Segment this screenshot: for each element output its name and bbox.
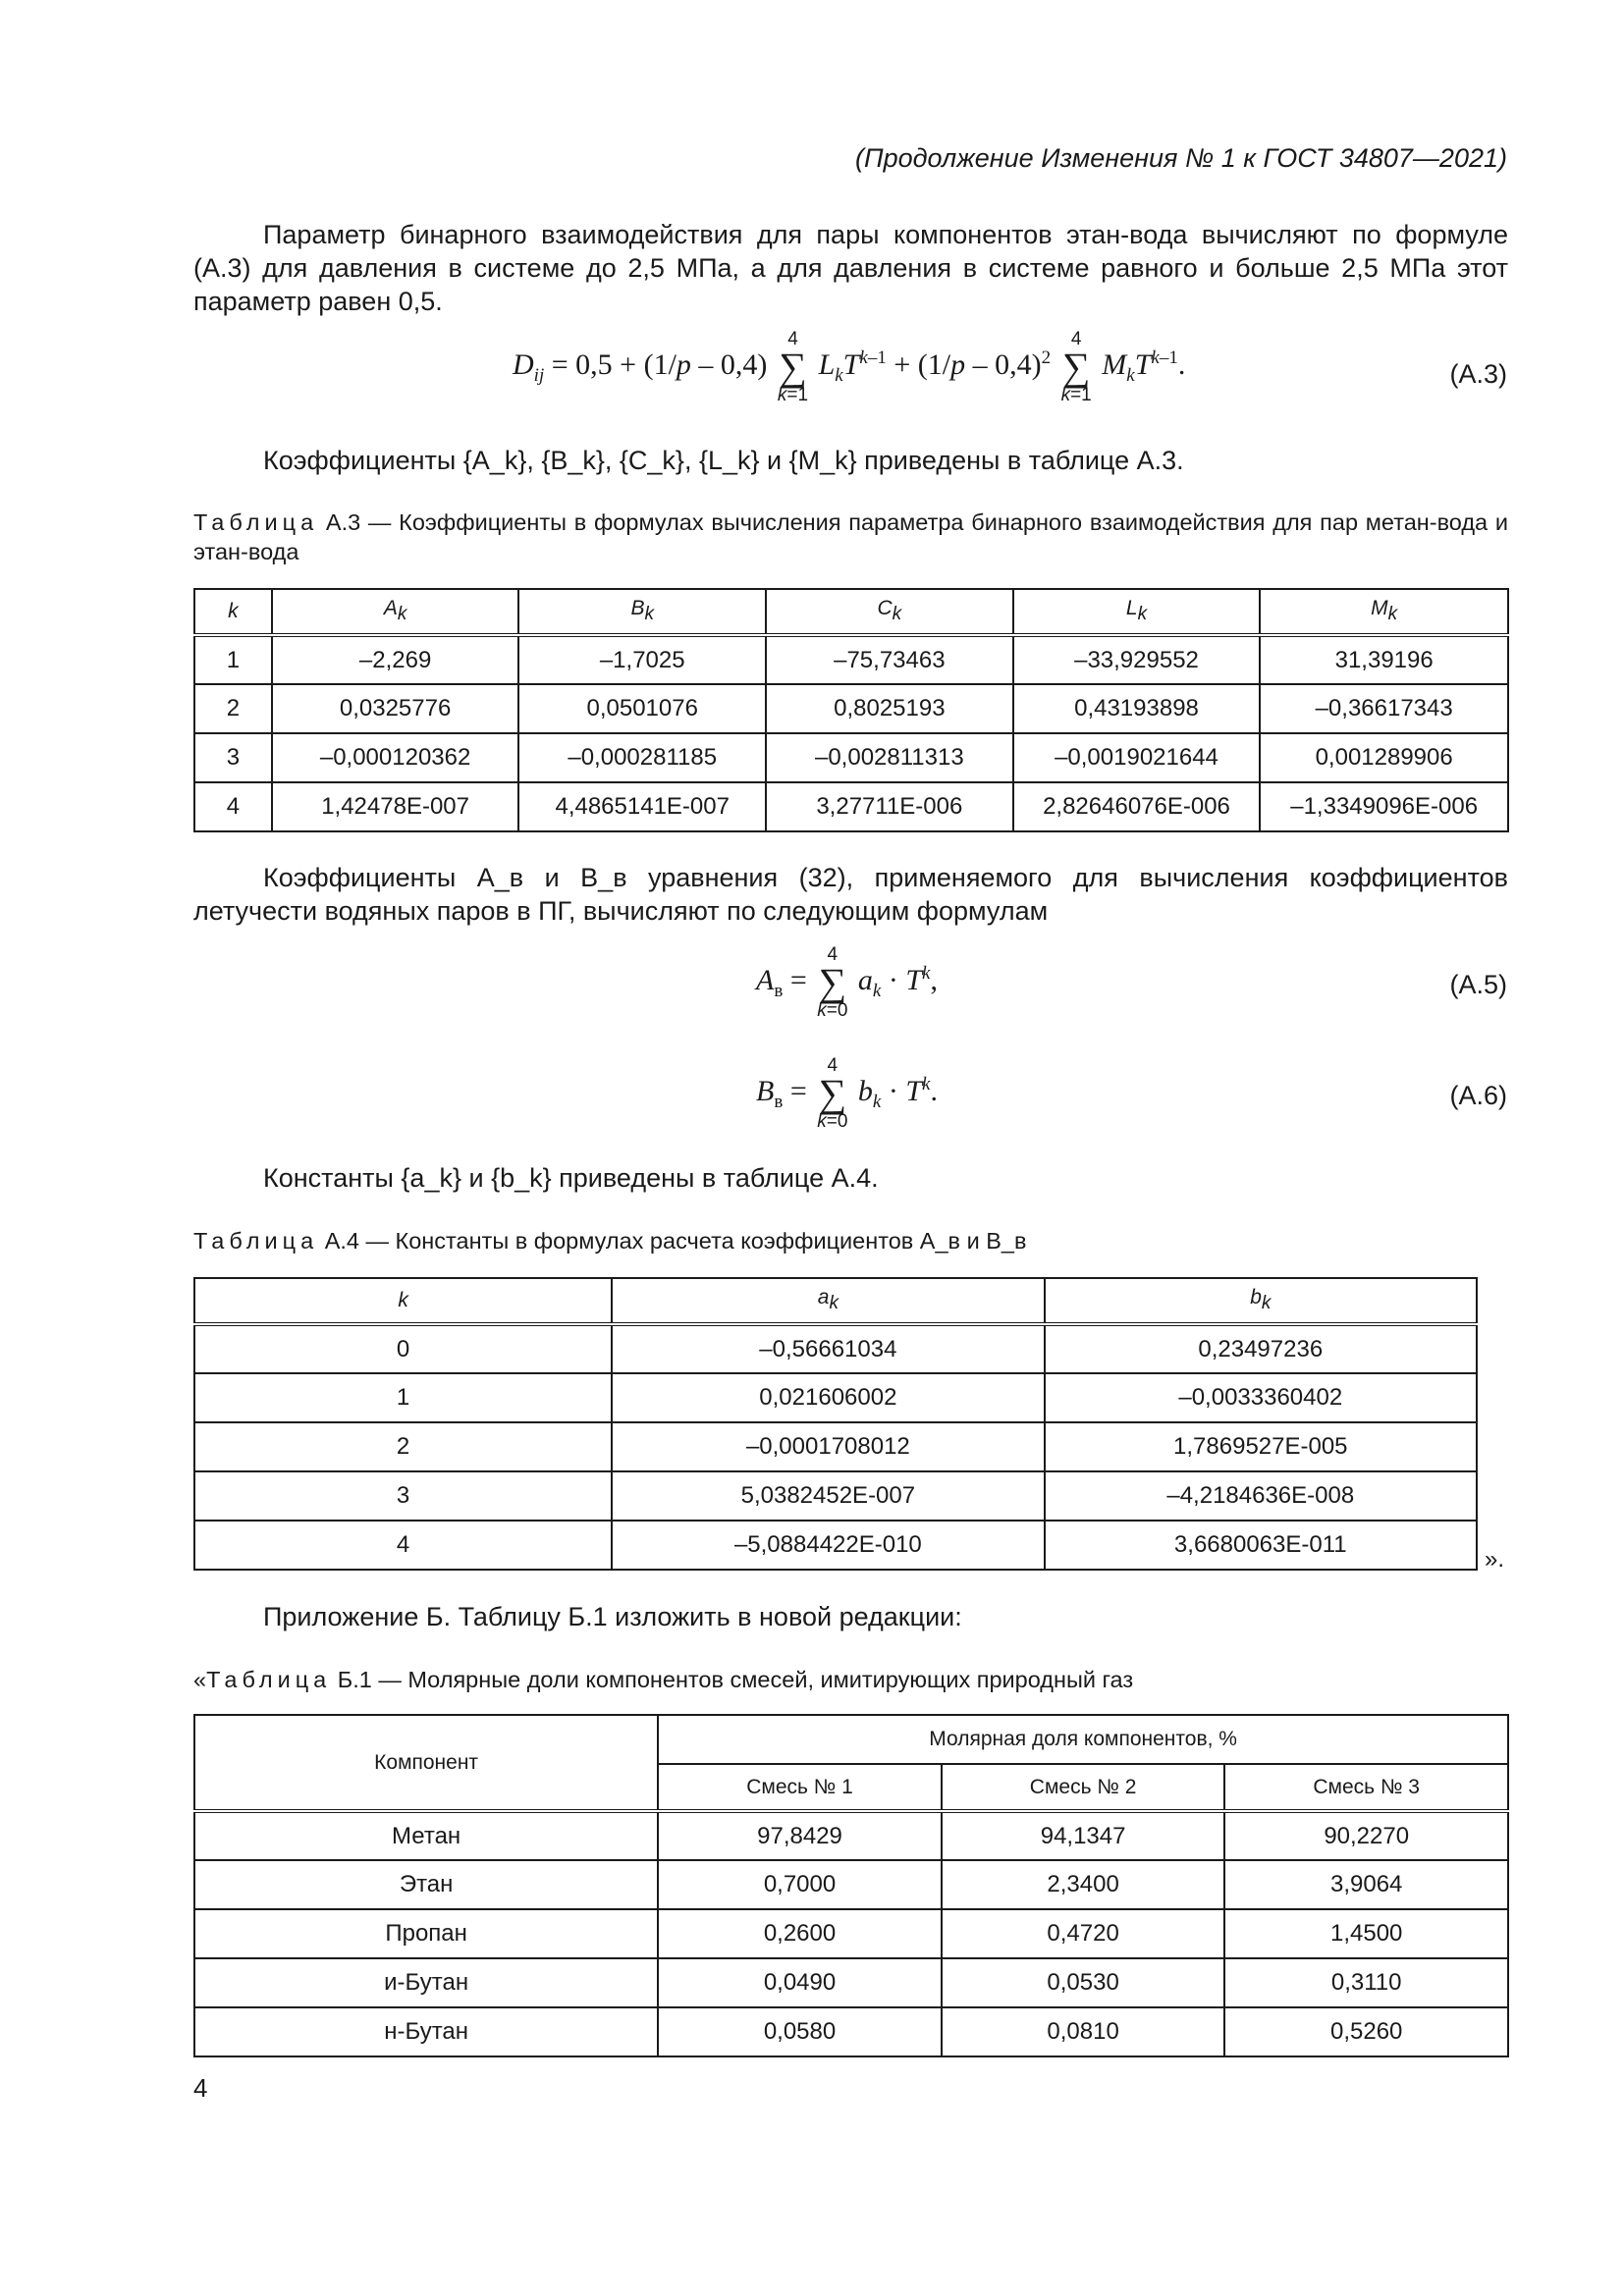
header-b: $B_k$	[518, 589, 766, 635]
table-header-row	[194, 1278, 1477, 1324]
cell: 1	[194, 635, 272, 684]
cell: –0,0019021644	[1013, 733, 1261, 782]
table-row	[194, 1422, 1477, 1471]
formula-a6: $B_в$ = 4 ∑ k=0 $b_k \cdot T^k$.	[756, 1055, 938, 1132]
cell: 3,9064	[1224, 1860, 1508, 1909]
header-k: k	[194, 589, 272, 635]
table-row	[194, 1958, 1508, 2007]
table-row	[194, 1471, 1477, 1521]
cell: 90,2270	[1224, 1811, 1508, 1860]
table-row	[194, 2007, 1508, 2056]
table-row	[194, 1324, 1477, 1373]
cell: 0,2600	[658, 1909, 942, 1958]
header-m: $M_k$	[1260, 589, 1508, 635]
cell: –0,000120362	[272, 733, 519, 782]
formula-a5: $A_в$ = 4 ∑ k=0 $a_k \cdot T^k$,	[756, 944, 938, 1021]
caption-label: Таблица	[206, 1667, 332, 1692]
cell: –0,0033360402	[1045, 1373, 1477, 1422]
cell: –33,929552	[1013, 635, 1261, 684]
cell: 0,43193898	[1013, 684, 1261, 733]
paragraph-coefficients-ref: Коэффициенты {A_k}, {B_k}, {C_k}, {L_k} и {M_k} приведены в таблице А.3.	[263, 446, 1184, 475]
cell: 4	[194, 782, 272, 831]
cell: 0,4720	[942, 1909, 1225, 1958]
cell: 1,4500	[1224, 1909, 1508, 1958]
caption-open-quote: «	[193, 1667, 207, 1692]
header-k: k	[194, 1278, 612, 1324]
cell: 0,0810	[942, 2007, 1225, 2056]
cell: 1,7869527E-005	[1045, 1422, 1477, 1471]
cell: –1,3349096E-006	[1260, 782, 1508, 831]
paragraph-ab-coefficients: Коэффициенты A_в и B_в уравнения (32), применяемого для вычисления коэффициентов летучести водяных паров в ПГ, вычисляют по следующим формулам	[193, 863, 1508, 926]
cell: 0,23497236	[1045, 1324, 1477, 1373]
cell: 4,4865141E-007	[518, 782, 766, 831]
header-c: $C_k$	[766, 589, 1013, 635]
cell: 3,6680063E-011	[1045, 1521, 1477, 1570]
table-row	[194, 733, 1508, 782]
header-a: $A_k$	[272, 589, 519, 635]
cell: н-Бутан	[194, 2007, 658, 2056]
table-b1	[193, 1714, 1509, 2057]
cell: 0,5260	[1224, 2007, 1508, 2056]
paragraph-ethane-water: Параметр бинарного взаимодействия для пары компонентов этан-вода вычисляют по формуле (А.3) для давления в системе до 2,5 МПа, а для давления в системе равного и больше 2,5 МПа этот параметр равен 0,5.	[193, 220, 1508, 316]
table-row	[194, 1373, 1477, 1422]
table-row	[194, 1909, 1508, 1958]
table-row	[194, 635, 1508, 684]
caption-text: А.3 — Коэффициенты в формулах вычисления параметра бинарного взаимодействия для пар метан-вода и этан-вода	[193, 509, 1508, 564]
paragraph-constants-ref: Константы {a_k} и {b_k} приведены в таблице А.4.	[263, 1163, 879, 1193]
header-mix-1: Смесь № 1	[658, 1764, 942, 1811]
closing-quote-mark: ».	[1485, 1546, 1505, 1573]
cell: 0,7000	[658, 1860, 942, 1909]
header-mix-3: Смесь № 3	[1224, 1764, 1508, 1811]
caption-label: Таблица	[193, 1228, 319, 1254]
cell: 94,1347	[942, 1811, 1225, 1860]
cell: –4,2184636E-008	[1045, 1471, 1477, 1521]
cell: Метан	[194, 1811, 658, 1860]
header-component: Компонент	[194, 1715, 658, 1811]
cell: –0,0001708012	[612, 1422, 1044, 1471]
paragraph-appendix-b: Приложение Б. Таблицу Б.1 изложить в новой редакции:	[263, 1602, 962, 1631]
cell: 0,3110	[1224, 1958, 1508, 2007]
table-header-row	[194, 1715, 1508, 1764]
header-a: $a_k$	[612, 1278, 1044, 1324]
table-b1-caption	[193, 1665, 1508, 1694]
table-a3-caption	[193, 507, 1508, 566]
equation-number-a3: (А.3)	[1449, 359, 1507, 389]
cell: 31,39196	[1260, 635, 1508, 684]
table-a3	[193, 588, 1509, 832]
cell: 0,0490	[658, 1958, 942, 2007]
cell: 5,0382452E-007	[612, 1471, 1044, 1521]
cell: –0,36617343	[1260, 684, 1508, 733]
table-row	[194, 684, 1508, 733]
cell: 3,27711E-006	[766, 782, 1013, 831]
running-header: (Продолжение Изменения № 1 к ГОСТ 34807—2021)	[855, 143, 1507, 173]
cell: –0,000281185	[518, 733, 766, 782]
table-row	[194, 782, 1508, 831]
caption-text: Б.1 — Молярные доли компонентов смесей, имитирующих природный газ	[337, 1667, 1134, 1692]
header-b: $b_k$	[1045, 1278, 1477, 1324]
cell: 0,0325776	[272, 684, 519, 733]
page-number: 4	[193, 2073, 208, 2103]
equation-number-a6: (А.6)	[1449, 1081, 1507, 1110]
cell: –1,7025	[518, 635, 766, 684]
cell: 0,8025193	[766, 684, 1013, 733]
cell: 3	[194, 1471, 612, 1521]
cell: 2	[194, 684, 272, 733]
table-row	[194, 1811, 1508, 1860]
table-row	[194, 1860, 1508, 1909]
cell: 97,8429	[658, 1811, 942, 1860]
caption-text: А.4 — Константы в формулах расчета коэффициентов A_в и B_в	[324, 1228, 1027, 1254]
cell: –75,73463	[766, 635, 1013, 684]
cell: –0,002811313	[766, 733, 1013, 782]
table-row	[194, 1521, 1477, 1570]
cell: 3	[194, 733, 272, 782]
cell: 0	[194, 1324, 612, 1373]
cell: 1,42478E-007	[272, 782, 519, 831]
equation-number-a5: (А.5)	[1449, 970, 1507, 999]
cell: и-Бутан	[194, 1958, 658, 2007]
cell: 4	[194, 1521, 612, 1570]
table-header-row	[194, 589, 1508, 635]
cell: Этан	[194, 1860, 658, 1909]
cell: 2,3400	[942, 1860, 1225, 1909]
cell: 0,0501076	[518, 684, 766, 733]
header-molar-fraction: Молярная доля компонентов, %	[658, 1715, 1508, 1764]
cell: 0,001289906	[1260, 733, 1508, 782]
cell: 0,021606002	[612, 1373, 1044, 1422]
header-mix-2: Смесь № 2	[942, 1764, 1225, 1811]
header-l: $L_k$	[1013, 589, 1261, 635]
cell: –5,0884422E-010	[612, 1521, 1044, 1570]
table-a4	[193, 1277, 1478, 1571]
cell: 0,0530	[942, 1958, 1225, 2007]
cell: 0,0580	[658, 2007, 942, 2056]
cell: –0,56661034	[612, 1324, 1044, 1373]
cell: 1	[194, 1373, 612, 1422]
formula-a3: $D_{ij} = 0,5 + (1/p - 0,4)$ 4 ∑ k=1 $L_kT^{k-1} + (1/p - 0,4)^2$ 4 ∑ k=1 $M_kT^{k-1}$.	[513, 329, 1186, 405]
cell: 2,82646076E-006	[1013, 782, 1261, 831]
table-a4-caption	[193, 1226, 1508, 1255]
caption-label: Таблица	[193, 509, 319, 535]
cell: Пропан	[194, 1909, 658, 1958]
cell: 2	[194, 1422, 612, 1471]
cell: –2,269	[272, 635, 519, 684]
